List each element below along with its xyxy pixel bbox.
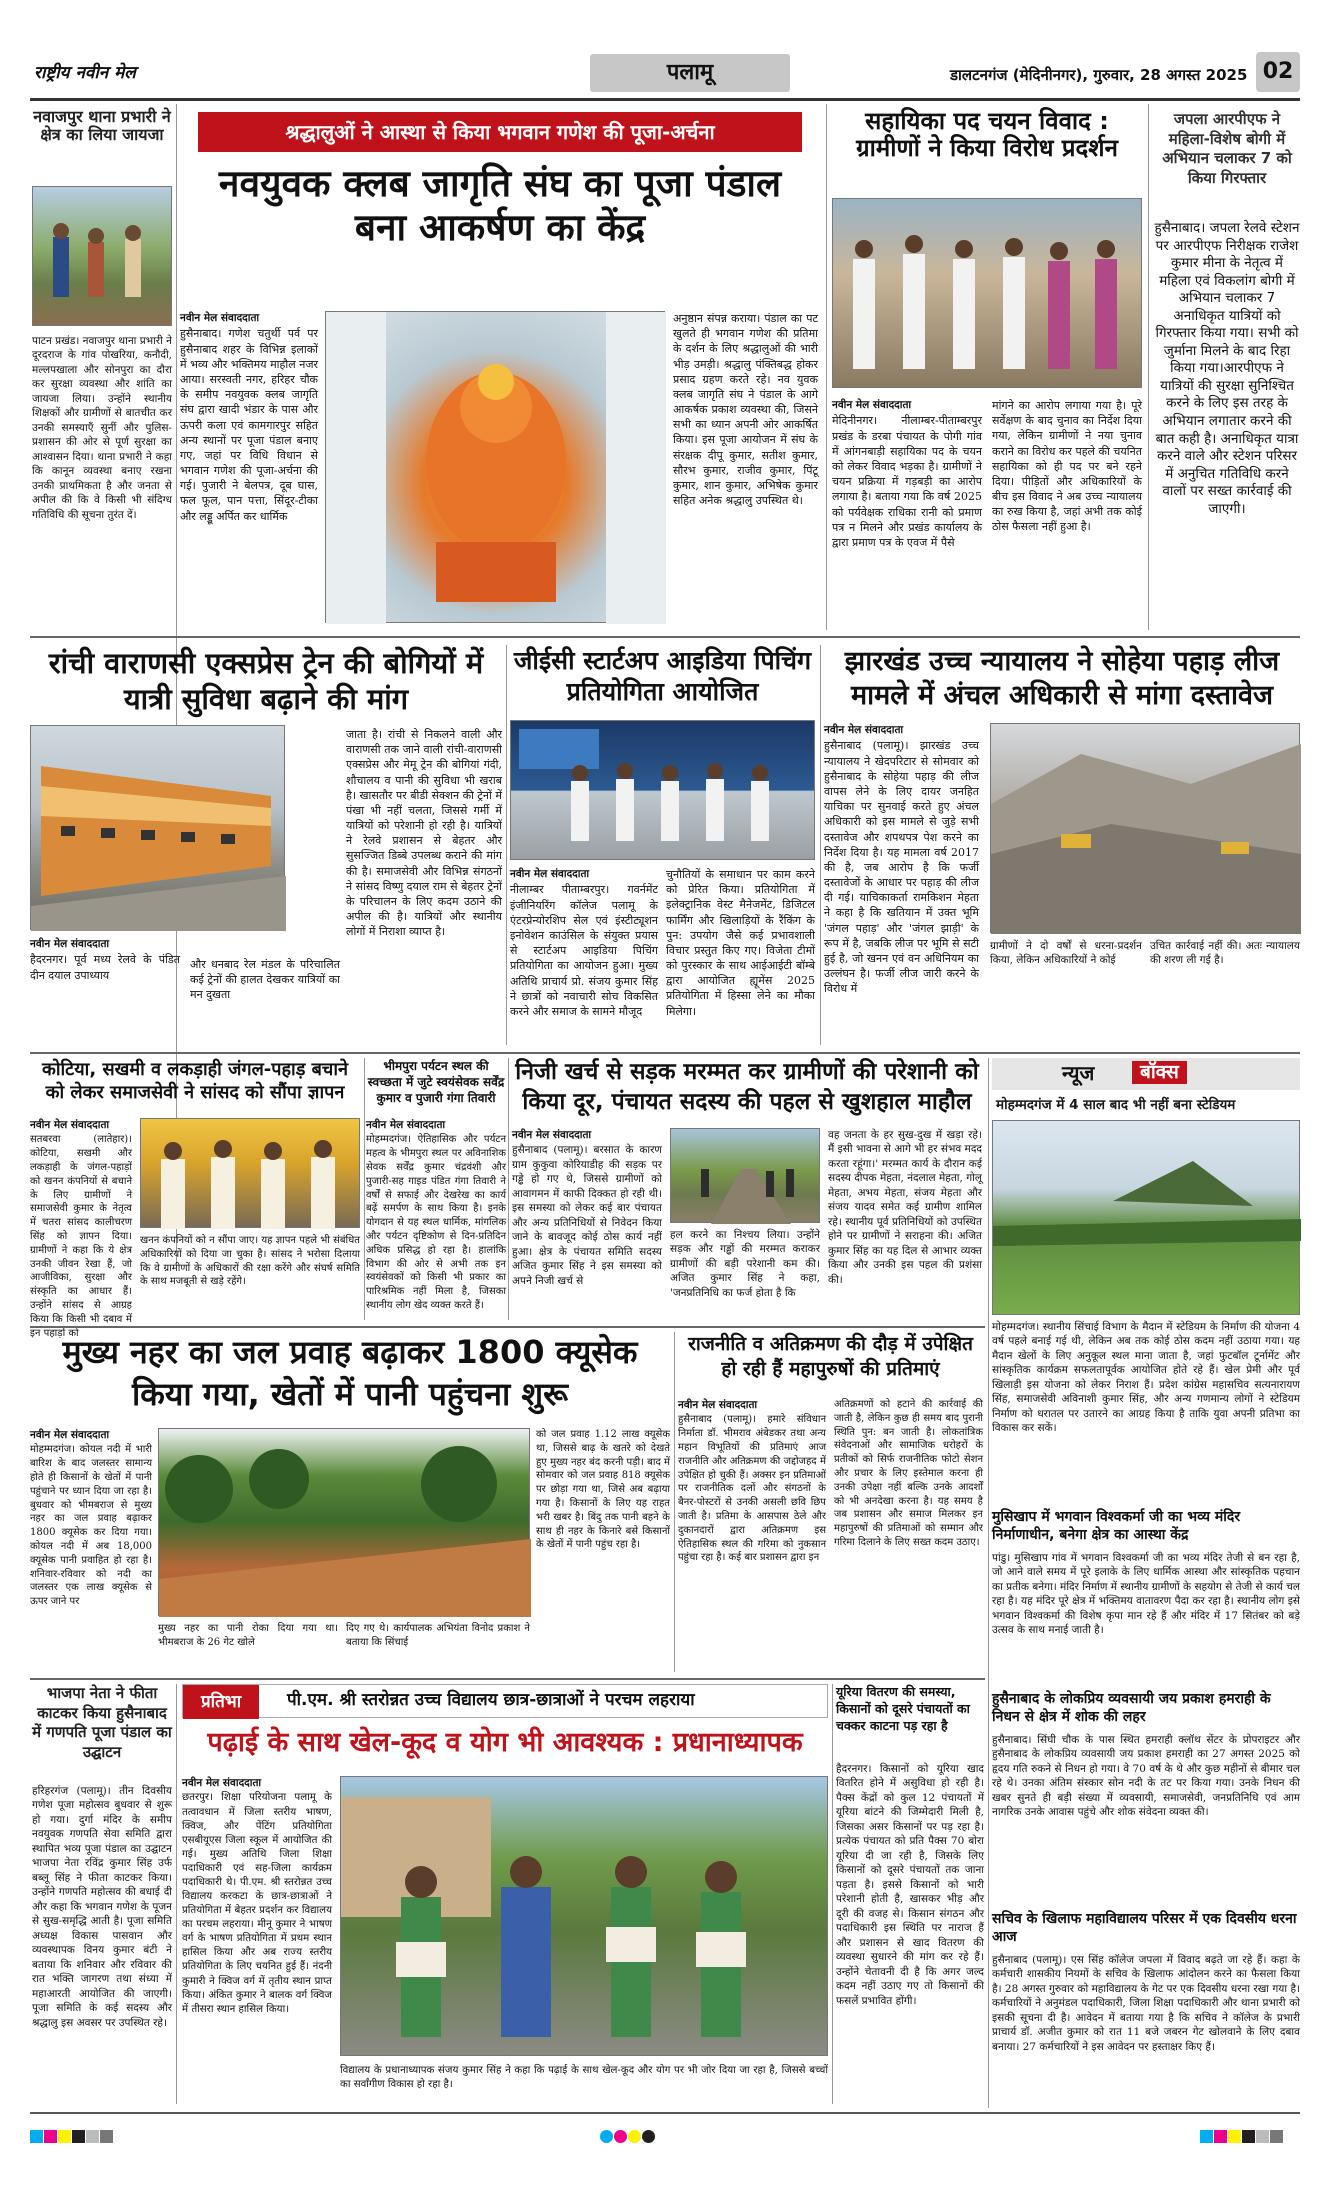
dateline: डालटनगंज (मेदिनीनगर), गुरुवार, 28 अगस्त 2025 (950, 66, 1248, 84)
story-text: छतरपुर। शिक्षा परियोजना पलामू के तत्वावधान में जिला स्तरीय भाषण, क्विज, और पेंटिंग प्रतियोगिता एसबीयूएस जिला स्कूल में आयोजित की गई। मुख्य अतिथि जिला शिक्षा पदाधिकारी एवं सह-जिला कार्यक्रम पदाधिकारी थे। पी.एम. श्री स्तरोन्नत उच्च विद्यालय करकटा के छात्र-छात्राओं ने प्रतियोगिता में बेहतर प्रदर्शन कर विद्यालय का परचम लहराया। मीनू कुमार ने भाषण वर्ग के भाषण प्रतियोगिता में प्रथम स्थान हासिल किया और अब राज्य स्तरीय प्रतियोगिता के लिए चयनित हुई हैं। नंदनी कुमारी ने क्विज वर्ग में तृतीय स्थान प्राप्त किया। अंकित कुमार ने बालक वर्ग क्विज में तीसरा स्थान हासिल किया। (182, 1792, 332, 2015)
photo-quarry (990, 723, 1300, 933)
road-workers-icon (671, 1129, 821, 1224)
headline: जपला आरपीएफ ने महिला-विशेष बोगी में अभियान चलाकर 7 को किया गिरफ्तार (1162, 110, 1292, 187)
row-rule (30, 1678, 985, 1680)
story-urea (836, 1684, 984, 2104)
story-body: हुसैनाबाद। जपला रेलवे स्टेशन पर आरपीएफ निरीक्षक राजेश कुमार मीना के नेतृत्व में महिला एवं विकलांग बोगी में अभियान चलाकर 7 अनाधिकृत यात्रियों को गिरफ्तार किया गया। सभी को जुर्माना मिलने के बाद रिहा किया गया।आरपीएफ ने यात्रियों की सुरक्षा सुनिश्चित करने के लिए इस तरह के अभियान लगातार करने की बात कही है। अनाधिकृत यात्रा करने वाले और स्टेशन परिसर में अनुचित गतिविधि करने वालों पर सख्त कार्रवाई की जाएगी। (1154, 220, 1300, 517)
byline: नवीन मेल संवाददाता (180, 312, 260, 324)
byline: नवीन मेल संवाददाता (30, 1119, 110, 1131)
pratibha-kicker: पी.एम. श्री स्तरोन्नत उच्च विद्यालय छात्र-छात्राओं ने परचम लहराया (287, 1690, 695, 1710)
news-body-4: हुसैनाबाद (पलामू)। एस सिंह कॉलेज जपला में विवाद बढ़ते जा रहे हैं। कहा के कर्मचारी शासकीय नियमों के सचिव के खिलाफ आंदोलन करने का फैसला किया है। 28 अगस्त गुरुवार को महाविद्यालय के गेट पर एक दिवसीय धरना रखा गया है। कर्मचारियों ने अनुमंडल पदाधिकारी, जिला शिक्षा पदाधिकारी और थाना प्रभारी को इसकी सूचना दी है। आवेदन में बताया गया है कि सचिव ने कॉलेज के प्रभारी प्राचार्य डॉ. अजीत कुमार को रात 11 बजे जबरन गेट खोलवाने के लिए दबाव बनाया। 27 कर्मचारियों ने इस आवेदन पर हस्ताक्षर किए हैं। (992, 1954, 1300, 2053)
story-col-2: अतिक्रमणों को हटाने की कार्रवाई की जाती है, लेकिन कुछ ही समय बाद पुरानी स्थिति पुन: बन जाती है। लोकतांत्रिक संवेदनाओं और सामाजिक धरोहरों के प्रतीकों को सिर्फ राजनीतिक फोटो सेशन और प्रचार के लिए इस्तेमाल करना ही उनकी उपेक्षा नहीं बल्कि उनके आदर्शों को भी अनदेखा करना है। यह समय है जब प्रशासन और समाज मिलकर इन महापुरुषों की प्रतिमाओं को सम्मान और गरिमा दिलाने के लिए सख्त कदम उठाए। (834, 1399, 983, 1548)
story-bhimpur (366, 1058, 506, 1320)
story-col-1 (510, 867, 658, 1019)
page-number-badge (1256, 52, 1300, 92)
photo-road-repair (670, 1128, 820, 1223)
story-col-2: चुनौतियों के समाधान पर काम करने को प्रेरित किया। प्रतियोगिता में इलेक्ट्रानिक वेस्ट मैनेजमेंट, डिजिटल फार्मिंग और खिलाड़ियों के रैंकिंग के पुन: उपयोग जैसे कई प्रभावशाली विचार प्रस्तुत किए गए। विजेता टीमों को पुरस्कार के साथ आईआईटी बॉम्बे द्वारा आयोजित ह्यूमेंस 2025 प्रतियोगिता में हिस्सा लेने का मौका मिलेगा। (666, 868, 815, 1018)
byline: नवीन मेल संवाददाता (512, 1129, 592, 1141)
students-icon (341, 1777, 829, 2057)
news-box-label: न्यूज (1062, 1061, 1095, 1085)
news-body-2: पांडु। मुसिखाप गांव में भगवान विश्वकर्मा जी का भव्य मंदिर तेजी से बन रहा है, जो आने वाले समय में पूरे इलाके के लिए धार्मिक आस्था और सांस्कृतिक पहचान का प्रतीक बनेगा। मंदिर निर्माण में स्थानीय ग्रामीणों के सहयोग से तेजी से कार्य चल रहा है। यह मंदिर पूरे क्षेत्र में भक्तिमय वातावरण पैदा कर रहा है। स्थानीय लोग इसे भगवान विश्वकर्मा की विशेष कृपा मान रहे हैं और मंदिर में 17 सितंबर को बड़े उत्सव के साथ मनाई जाती है। (992, 1552, 1300, 1637)
col-rule (364, 1058, 365, 1320)
news-headline-1: मोहम्मदगंज में 4 साल बाद भी नहीं बना स्टेडियम (996, 1097, 1236, 1113)
story-col-1 (512, 1128, 662, 1288)
story-text: हैदरनगर। पूर्व मध्य रेलवे के पंडित दीन दयाल उपाध्याय (30, 953, 180, 982)
headline: झारखंड उच्च न्यायालय ने सोहेया पहाड़ लीज मामले में अंचल अधिकारी से मांगा दस्तावेज (844, 646, 1280, 711)
story-road (512, 1058, 982, 1320)
headline: नवाजपुर थाना प्रभारी ने क्षेत्र का लिया जायजा (33, 107, 171, 144)
col-rule (826, 104, 827, 630)
masthead-rule (30, 98, 1300, 101)
photo-startup-event (510, 720, 815, 860)
color-bar-center (600, 2130, 656, 2143)
byline: नवीन मेल संवाददाता (510, 868, 590, 880)
col-rule (988, 1058, 989, 2108)
story-text: मेदिनीनगर। नीलाम्बर-पीताम्बरपुर प्रखंड के डरबा पंचायत के पोगी गांव में आंगनबाड़ी सहायिका पद के चयन को लेकर विवाद भड़का है। ग्रामीणों ने चयन प्रक्रिया में गड़बड़ी का आरोप लगाया है। बताया गया कि वर्ष 2025 को पर्यवेक्षक राधिका रानी को प्रमाण पत्र न मिलने और प्रखंड कार्यालय के द्वारा प्रमाण पत्र के एवज में पैसे (832, 414, 982, 549)
photo-caption: मुख्य नहर का पानी रोका दिया गया था। भीमबराज के 26 गेट खोले (158, 1623, 338, 1648)
story-body: हैदरनगर। किसानों को यूरिया खाद वितरित होने में असुविधा हो रही है। पैक्स केंद्रों को कुल 12 पंचायतों में यूरिया बांटने की जिम्मेदारी मिली है, जिसका असर किसानों पर पड़ रहा है। प्रत्येक पंचायत को प्रति पैक्स 70 बोरा यूरिया दी जा रही है, जिसके लिए किसानों को दूसरे पंचायतों तक जाना पड़ता है। इससे किसानों को भारी परेशानी होती है, खासकर भीड़ और दूरी की वजह से। किसान संगठन और पदाधिकारी इस स्थिति पर नाराज हैं और प्रशासन से खाद वितरण की व्यवस्था सुधारने की मांग कर रहे हैं। उन्होंने चेतावनी दी है कि अगर जल्द कदम नहीं उठाए गए तो किसानों की फसलें प्रभावित होंगी। (836, 1763, 984, 2007)
photo-ganesh-idol (325, 311, 665, 623)
story-text: मोहम्मदगंज। ऐतिहासिक और पर्यटन महत्व के भीमपुरा स्थल पर अविनाशिक सेवक सर्वेंद्र कुमार चंद्रवंशी और पुजारी-सह गाइड पंडित गंगा तिवारी ने वर्षों से सफाई और देखरेख का कार्य बढ़ें समर्पण के साथ किया है। इनके योगदान से यह स्थल धार्मिक, मांगलिक और पर्यटन दृष्टिकोण से दिन-प्रतिदिन अधिक प्रसिद्ध हो रहा है। हालांकि विभाग की ओर से अभी तक इन स्वयंसेवकों को किसी भी प्रकार का पारिश्रमिक नहीं मिला है, जिसका स्थानीय लोग खेद व्यक्त करते हैं। (366, 1134, 506, 1312)
photo-caption: ग्रामीणों ने दो वर्षों से धरना-प्रदर्शन किया, लेकिन अधिकारियों ने कोई (990, 940, 1142, 967)
photo-memorandum (140, 1118, 360, 1228)
pratibha-tag: प्रतिभा (201, 1692, 242, 1712)
story-text: हुसैनाबाद (पलामू)। बरसात के कारण ग्राम कुकुवा कोरियाडीह की सड़क पर गड्ढे हो गए थे, जिससे ग्रामीणों को आवागमन में काफी दिक्कत हो रही थी। इस समस्या को लेकर कई बार पंचायत और अन्य प्रतिनिधियों से निवेदन किया जाने के बावजूद कोई ठोस कार्य नहीं हुआ। क्षेत्र के पंचायत समिति सदस्य अजित कुमार सिंह ने इस समस्या को अपने निजी खर्च से (512, 1144, 662, 1287)
masthead (30, 50, 1300, 96)
pratibha-banner (182, 1684, 828, 1718)
story-col-1 (832, 398, 982, 550)
story-nahar (30, 1332, 670, 1672)
col-rule (176, 1684, 177, 2104)
story-body: पाटन प्रखंड। नवाजपुर थाना प्रभारी ने दूरदराज के गांव पोखरिया, कनौदी, मल्लपखाला और सोनपुरा का दौरा कर सुरक्षा व्यवस्था और शांति का जायजा लिया। उन्होंने स्थानीय शिक्षकों और ग्रामीणों से बातचीत कर उनकी समस्याएँ सुनीं और पुलिस-प्रशासन की ओर से पूर्ण सुरक्षा का आश्वासन दिया। थाना प्रभारी ने कहा कि कानून व्यवस्था बनाए रखना उनकी प्राथमिकता है और जनता से अपील की कि वे किसी भी संदिग्ध गतिविधि की सूचना तुरंत दें। (32, 335, 172, 521)
story-train (30, 645, 502, 1045)
photo-train (30, 725, 285, 930)
story-col-3: वह जनता के हर सुख-दुख में खड़ा रहे। मैं इसी भावना से आगे भी हर संभव मदद करता रहूंगा।' मरम्मत कार्य के दौरान कई सदस्य दीपक मेहता, नंदलाल मेहता, गोलू मेहता, अभय मेहता, संजय मेहता और संजय यादव समेत कई ग्रामीण शामिल रहे। स्थानीय पूर्व प्रतिनिधियों को उपस्थित होने पर ग्रामीणों ने सराहना की। अजित कुमार सिंह का यह दिल से आभार व्यक्त किया और उनकी इस पहल की प्रशंसा की। (828, 1129, 982, 1286)
headline: निजी खर्च से सड़क मरम्मत कर ग्रामीणों की परेशानी को किया दूर, पंचायत सदस्य की पहल से खुशहाल माहौल (515, 1059, 979, 1115)
story-text: नीलाम्बर पीताम्बरपुर। गवर्नमेंट इंजीनियरिंग कॉलेज पलामू के एंटरप्रेन्योरशिप सेल एवं इंस्टीट्यूशन इनोवेशन काउंसिल के संयुक्त प्रयास से स्टार्टअप आइडिया पिचिंग प्रतियोगिता का आयोजन हुआ। मुख्य अतिथि प्राचार्य प्रो. संजय कुमार सिंह ने छात्रों को नवाचारी सोच विकसित करने और समाज के सामने मौजूद (510, 883, 658, 1018)
story-col-2: अनुष्ठान संपन्न कराया। पंडाल का पट खुलते ही भगवान गणेश की प्रतिमा के दर्शन के लिए श्रद्धालुओं की भारी भीड़ उमड़ी। श्रद्धालु पंक्तिबद्ध होकर प्रसाद ग्रहण करते रहे। नव युवक क्लब जागृति संघ ने पंडाल के आगे आकर्षक प्रकाश व्यवस्था की, जिसने सभी का ध्यान अपनी ओर आकर्षित किया। इस पूजा आयोजन में संघ के संरक्षक दीपू कुमार, सतीश कुमार, सौरभ कुमार, राजीव कुमार, पिंटू कुमार, शान कुमार, अभिषेक कुमार सहित अनेक श्रद्धालु उपस्थित थे। (673, 312, 818, 508)
story-col-2: जाता है। रांची से निकलने वाली और वाराणसी तक जाने वाली रांची-वाराणसी एक्सप्रेस और मेमू ट्रेन की बोगियां गंदी, शौचालय व पानी की सुविधा भी खराब है। खासतौर पर बीडी सेक्शन की ट्रेनों में पंखा भी नहीं चलता, जिससे गर्मी में यात्रियों को परेशानी हो रही है। यात्रियों ने रेलवे प्रशासन से बेहतर और सुसज्जित डिब्बे उपलब्ध कराने की मांग की है। समाजसेवी और विभिन्न संगठनों ने सांसद विष्णु दयाल राम से बेहतर ट्रेनों के परिचालन के लिए कदम उठाने की अपील की है। यात्रियों और स्थानीय लोगों में निराशा व्याप्त है। (346, 728, 502, 939)
col-rule (508, 1058, 509, 1320)
byline: नवीन मेल संवाददाता (824, 724, 904, 736)
headline: राजनीति व अतिक्रमण की दौड़ में उपेक्षित हो रही हैं महापुरुषों की प्रतिमाएं (688, 1333, 973, 1380)
news-box-label-2: बॉक्स (1140, 1061, 1179, 1083)
headline: यूरिया वितरण की समस्या, किसानों को दूसरे पंचायतों का चक्कर काटना पड़ रहा है (836, 1684, 970, 1733)
paper-name: राष्ट्रीय नवीन मेल (34, 63, 136, 83)
ganesh-idol-icon (326, 312, 666, 624)
people-figure-icon (33, 187, 173, 327)
kicker-banner (198, 112, 802, 152)
photo-students-awards (340, 1776, 828, 2056)
story-col-1: और धनबाद रेल मंडल के परिचालित कई ट्रेनों की हालत देखकर यात्रियों का मन दुखता (190, 958, 340, 1002)
headline: नवयुवक क्लब जागृति संघ का पूजा पंडाल बना आकर्षण का केंद्र (218, 162, 782, 250)
page-number: 02 (1262, 59, 1294, 84)
story-nawajpur (32, 108, 172, 628)
story-col-1 (30, 1428, 152, 1609)
story-col-2: मांगने का आरोप लगाया गया है। पूरे सर्वेक्षण के बाद चुनाव का निर्देश दिया गया, लेकिन ग्रामीणों ने नया चुनाव कराने का विरोध कर पहले की चयनित सहायिका को ही पद पर बने रहने दिया। पीड़ितों और अधिकारियों के बीच इस विवाद ने अब उच्च न्यायालय का रुख किया है, जहां अभी तक कोई ठोस फैसला नहीं हुआ है। (992, 399, 1142, 534)
story-bjp (32, 1684, 172, 2104)
col-rule (820, 645, 821, 1045)
story-text: हुसैनाबाद (पलामू)। हमारे संविधान निर्माता डॉ. भीमराव अंबेडकर तथा अन्य महान विभूतियों की प्रतिमाएं आज राजनीति और अतिक्रमण की जद्दोजहद में उपेक्षित हो चुकी हैं। अक्सर इन प्रतिमाओं पर राजनीतिक दलों और संगठनों के बैनर-पोस्टरों से उनकी असली छवि छिप जाती है। प्रतिमा के आसपास ठेले और दुकानदारों द्वारा अतिक्रमण इस ऐतिहासिक स्थल की गरिमा को नुकसान पहुंचा रहा है। कई बार प्रशासन द्वारा इन (678, 1414, 826, 1564)
story-col-2: खनन कंपनियों को न सौंपा जाए। यह ज्ञापन पहले भी संबंधित अधिकारियों को दिया जा चुका है। सांसद ने भरोसा दिलाया कि वे ग्रामीणों के अधिकारों की रक्षा करेंगे और संघर्ष समिति के साथ मजबूती से खड़े रहेंगे। (140, 1235, 360, 1288)
photo-police-visit (32, 186, 172, 326)
tag-badge (183, 1685, 259, 1719)
news-body-1: मोहम्मदगंज। स्थानीय सिंचाई विभाग के मैदान में स्टेडियम के निर्माण की योजना 4 वर्ष पहले बनाई गई थी, लेकिन अब तक कोई ठोस कदम नहीं उठाया गया। यह मैदान खेलों के लिए अनुकूल स्थल माना जाता है, जहां फुटबॉल टूर्नामेंट और सांस्कृतिक कार्यक्रम सफलतापूर्वक आयोजित होते रहे हैं। खेल प्रेमी और पूर्व खिलाड़ी इस योजना को लेकर निराश हैं। प्रदेश कांग्रेस महासचिव सत्यनारायण सिंह, समाजसेवी अविनाशी कुमार सिंह, और अन्य गणमान्य लोगों ने स्टेडियम निर्माण को धरातल पर उतारने का आग्रह किया है ताकि युवा अपनी प्रतिभा का विकास कर सकें। (992, 1321, 1300, 1435)
headline: कोटिया, सखमी व लकड़ाही जंगल-पहाड़ बचाने को लेकर समाजसेवी ने सांसद को सौंपा ज्ञापन (42, 1059, 348, 1104)
story-body: हरिहरगंज (पलामू)। तीन दिवसीय गणेश पूजा महोत्सव बुधवार से शुरू हो गया। दुर्गा मंदिर के समीप नवयुवक गणपति सेवा समिति द्वारा स्थापित भव्य पूजा पंडाल का उद्घाटन भाजपा नेता रविंद्र कुमार सिंह उर्फ बब्लू सिंह ने फीता काटकर किया। उन्होंने गणपति महोत्सव की बधाई दी और कहा कि भगवान गणेश के पूजन से सुख-समृद्धि आती है। पूजा समिति अध्यक्ष विकास पासवान और व्यवस्थापक विनय कुमार बंटी ने बताया कि शनिवार और रविवार की रात भक्ति जागरण तथा संध्या में महाआरती आयोजित की जाएगी। पूजा समिति के कई सदस्य और श्रद्धालु इस अवसर पर उपस्थित रहे। (32, 1785, 172, 2029)
story-col-1 (678, 1398, 826, 1565)
news-headline-4: सचिव के खिलाफ महाविद्यालय परिसर में एक दिवसीय धरना आज (992, 1911, 1297, 1946)
story-col-3: दिए गए थे। कार्यपालक अभियंता विनोद प्रकाश ने बताया कि सिंचाई (346, 1623, 530, 1648)
story-rpf (1154, 110, 1300, 630)
story-pratibha (182, 1684, 828, 2104)
news-headline-2: मुसिखाप में भगवान विश्वकर्मा जी का भव्य मंदिर निर्माणाधीन, बनेगा क्षेत्र का आस्था केंद्र (992, 1509, 1241, 1544)
headline: पढ़ाई के साथ खेल-कूद व योग भी आवश्यक : प्रधानाध्यापक (207, 1727, 803, 1758)
footer-rule (30, 2112, 1300, 2114)
byline: नवीन मेल संवाददाता (30, 1429, 110, 1441)
row-rule (30, 636, 1300, 638)
story-text: सतबरवा (लातेहार)। कोटिया, सखमी और लकड़ाही के जंगल-पहाड़ों को खनन कंपनियों से बचाने के लिए ग्रामीणों ने समाजसेवी कुमार के नेतृत्व में चतरा सांसद कालीचरण सिंह को ज्ञापन दिया। ग्रामीणों ने कहा कि ये क्षेत्र उनकी जीवन रेखा हैं, जो आजीविका, सुरक्षा और संस्कृति का आधार हैं। उन्होंने सांसद से आग्रह किया कि किसी भी दबाव में इन पहाड़ों को (30, 1134, 132, 1339)
story-col-1 (824, 723, 979, 996)
story-kotiya (30, 1058, 360, 1339)
byline: नवीन मेल संवाददाता (30, 938, 110, 950)
stage-icon (511, 721, 816, 861)
story-ganesh (180, 106, 820, 630)
headline: जीईसी स्टार्टअप आइडिया पिचिंग प्रतियोगिता आयोजित (513, 646, 812, 707)
byline: नवीन मेल संवाददाता (678, 1399, 758, 1411)
story-text: हुसैनाबाद (पलामू)। झारखंड उच्च न्यायालय ने खेदपरिटार से सोमवार को हुसैनाबाद के सोहेया पहाड़ की लीज वापस लेने के लिए दायर जनहित याचिका पर सुनवाई करते हुए अंचल अधिकारी को इस मामले से जुड़े सभी दस्तावेज और शपथपत्र पेश करने का निर्देश दिया है। यह मामला वर्ष 2017 की है, जब आरोप है कि फर्जी दस्तावेजों के आधार पर पहाड़ की लीज दी गई। याचिकाकर्ता रामकिशन मेहता ने कहा है कि खतियान में उक्त भूमि 'जंगल पहाड़' और 'जंगल झाड़ी' के रूप में है, जबकि लीज पर भूमि से सटी हुई है, जो खनन एवं वन अधिनियम का उल्लंघन है। फर्जी लीज जारी करने के विरोध में (824, 739, 979, 996)
crowd-icon (141, 1119, 361, 1229)
news-box-badge (1132, 1061, 1187, 1084)
news-headline-3: हुसैनाबाद के लोकप्रिय व्यवसायी जय प्रकाश हमराही के निधन से क्षेत्र में शोक की लहर (992, 1691, 1271, 1726)
section-banner (590, 54, 790, 92)
story-text: मोहम्मदगंज। कोयल नदी में भारी बारिश के बाद जलस्तर सामान्य होते ही किसानों के खेतों में पानी पहुंचाने पर ध्यान दिया जा रहा है। बुधवार को भीमबराज से मुख्य नहर का जल प्रवाह बढ़ाकर 1800 क्यूसेक कर दिया गया। कोयल नदी में अब 18,000 क्यूसेक पानी प्रवाहित हो रहा है। शनिवार-रविवार को नदी का जलस्तर एक लाख क्यूसेक से ऊपर जाने पर (30, 1444, 152, 1608)
train-icon (31, 726, 286, 931)
col-rule (1148, 104, 1149, 630)
story-caption-col (30, 937, 180, 983)
byline: नवीन मेल संवाददाता (366, 1119, 446, 1131)
row-rule (30, 1052, 1300, 1054)
story-body (366, 1118, 506, 1313)
col-rule (832, 1684, 833, 2104)
news-box (992, 1058, 1300, 2108)
news-box-header (992, 1058, 1300, 1090)
photo-stadium-field (992, 1120, 1300, 1315)
story-col-2: उचित कार्रवाई नहीं की। अतः न्यायालय की शरण ली गई है। (1150, 940, 1300, 967)
river-icon (159, 1429, 531, 1617)
col-rule (506, 645, 507, 1045)
villagers-group-icon (833, 199, 1143, 389)
row-rule (30, 1326, 985, 1328)
hill-field-icon (993, 1121, 1301, 1316)
story-col-1 (180, 311, 318, 524)
section-name: पलामू (666, 60, 714, 85)
headline: रांची वाराणसी एक्सप्रेस ट्रेन की बोगियों में यात्री सुविधा बढ़ाने की मांग (48, 646, 484, 717)
story-pratima (678, 1332, 983, 1672)
story-col-2: को जल प्रवाह 1.12 लाख क्यूसेक था, जिससे बाढ़ के खतरे को देखते हुए मुख्य नहर बंद करनी पड़ी। बाद में सोमवार को जल प्रवाह 818 क्यूसेक पर छोड़ा गया था, जिसे अब बढ़ाया गया है। किसानों के लिए यह राहत भरी खबर है। बिंदु तक पानी बहने के साथ ही नहर के किनारे बसे किसानों के खेतों में पानी पहुंच रहा है। (536, 1429, 670, 1551)
headline: सहायिका पद चयन विवाद : ग्रामीणों ने किया विरोध प्रदर्शन (856, 107, 1118, 162)
story-sohaiya (824, 645, 1300, 1045)
color-bar-left (30, 2130, 114, 2143)
story-startup (510, 645, 815, 1045)
headline: भीमपुरा पर्यटन स्थल की स्वच्छता में जुटे स्वयंसेवक सर्वेंद्र कुमार व पुजारी गंगा तिवारी (367, 1059, 505, 1106)
story-col-2: हल करने का निश्चय लिया। उन्होंने सड़क और गड्ढों की मरम्मत कराकर ग्रामीणों की बड़ी परेशानी कम की। अजित कुमार सिंह ने कहा, 'जनप्रतिनिधि का फर्ज होता है कि (670, 1229, 820, 1299)
headline: मुख्य नहर का जल प्रवाह बढ़ाकर 1800 क्यूसेक किया गया, खेतों में पानी पहुंचना शुरू (62, 1333, 638, 1413)
headline: भाजपा नेता ने फीता काटकर किया हुसैनाबाद में गणपति पूजा पंडाल का उद्घाटन (32, 1684, 172, 1761)
photo-caption: विद्यालय के प्रधानाध्यापक संजय कुमार सिंह ने कहा कि पढ़ाई के साथ खेल-कूद और योग पर भी जोर दिया जा रहा है, जिससे बच्चों का सर्वांगीण विकास हो रहा है। (340, 2065, 828, 2091)
news-body-3: हुसैनाबाद। सिंघी चौक के पास स्थित हमराही क्लॉथ सेंटर के प्रोपराइटर और हुसैनाबाद के लोकप्रिय व्यवसायी जय प्रकाश हमराही का 27 अगस्त 2025 को हृदय गति रुकने से निधन हो गया। वे 70 वर्ष के थे और कुछ महीनों से बीमार चल रहे थे। उनका अंतिम संस्कार सोन नदी के तट पर किया गया। उनके निधन की खबर सुनते ही बड़ी संख्या में व्यवसायी, समाजसेवी, जनप्रतिनिधि एवं आम नागरिक उनके आवास पहुंचे और शोक संवेदना व्यक्त की। (992, 1734, 1300, 1819)
col-rule (674, 1332, 675, 1672)
story-col-1 (30, 1118, 132, 1340)
kicker: श्रद्धालुओं ने आस्था से किया भगवान गणेश की पूजा-अर्चना (285, 120, 715, 144)
byline: नवीन मेल संवाददाता (832, 399, 912, 411)
story-sahayika (832, 108, 1142, 628)
photo-canal (158, 1428, 530, 1616)
quarry-icon (991, 724, 1301, 934)
photo-villagers-protest (832, 198, 1142, 388)
byline: नवीन मेल संवाददाता (182, 1777, 262, 1789)
story-text: हुसैनाबाद। गणेश चतुर्थी पर्व पर हुसैनाबाद शहर के विभिन्न इलाकों में भव्य और भक्तिमय माहौल नजर आया। सरस्वती नगर, हरिहर चौक के समीप नवयुवक क्लब जागृति संघ द्वारा खादी भंडार के पास और ऊपरी कला एवं कामगारपुर सहित अन्य स्थानों पर पूजा पंडाल बनाए गए, जहां पर विधि विधान से भगवान गणेश की पूजा-अर्चना की गई। पुजारी ने बेलपत्र, दूब घास, फल फूल, पान पत्ता, सिंदूर-टीका और लड्डू अर्पित कर धार्मिक (180, 327, 318, 523)
color-bar-right (1200, 2130, 1284, 2143)
story-col-1 (182, 1776, 332, 2017)
